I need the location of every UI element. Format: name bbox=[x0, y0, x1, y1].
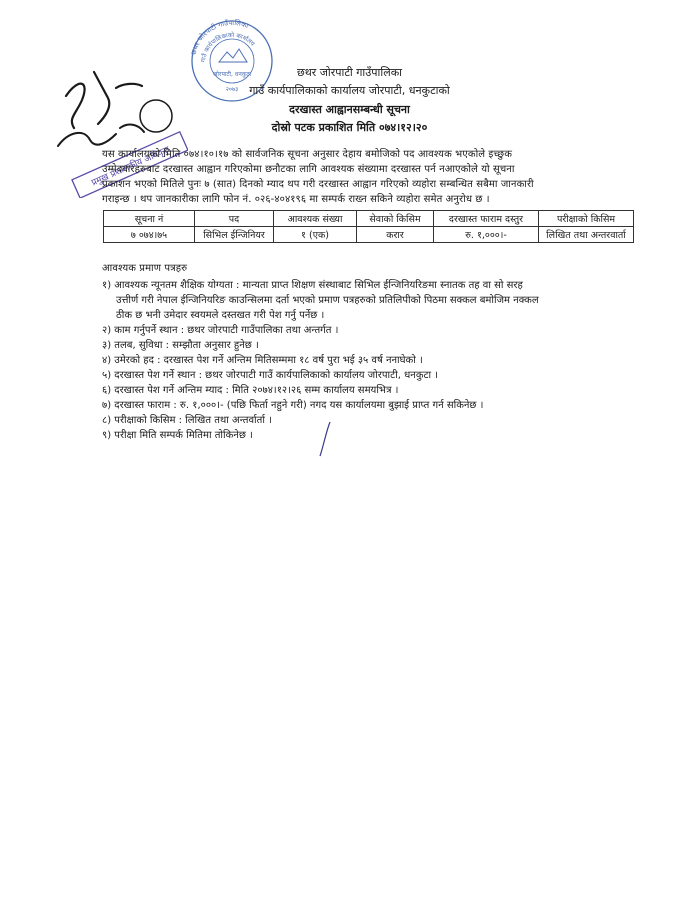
seal-ring-inner: गाउँ कार्यपालिकाको कार्यालय bbox=[199, 31, 256, 63]
cell-post: सिभिल ईन्जिनियर bbox=[195, 227, 274, 243]
list-item: १) आवश्यक न्यूनतम शैक्षिक योग्यता : मान्यता प्राप्त शिक्षण संस्थाबाट सिभिल ईन्जिनियरिङमा स्नातक तह वा सो सरह bbox=[102, 280, 523, 291]
table-header-row bbox=[104, 211, 634, 227]
list-item: ९) परीक्षा मिति सम्पर्क मितिमा तोकिनेछ । bbox=[102, 430, 253, 441]
intro-line: उम्मेदवारहरुबाट दरखास्त आह्वान गरिएकोमा छनौटका लागि आवश्यक संख्यामा दरखास्त पर्न नआएकोले यो सूचना bbox=[102, 164, 515, 175]
list-item: ४) उमेरको हद : दरखास्त पेश गर्ने अन्तिम मितिसम्ममा १८ वर्ष पुरा भई ३५ वर्ष ननाघेको । bbox=[102, 355, 423, 366]
requirements-list bbox=[102, 278, 539, 443]
list-item: ५) दरखास्त पेश गर्ने स्थान : छथर जोरपाटी गाउँ कार्यपालिकाको कार्यालय जोरपाटी, धनकुटा । bbox=[102, 370, 439, 381]
seal-ring-top: छथर जोरपाटी गाउँपालिका bbox=[189, 18, 250, 56]
list-item: ७) दरखास्त फाराम : रु. १,०००।- (पछि फिर्ता नहुने गरी) नगद यस कार्यालयमा बुझाई प्राप्त गर्न सकिनेछ । bbox=[102, 400, 484, 411]
cell-form-fee: रु. १,०००।- bbox=[434, 227, 539, 243]
intro-line: यस कार्यालयको मिति ०७४।१०।१७ को सार्वजनिक सूचना अनुसार देहाय बमोजिको पद आवश्यक भएकोले इच्छुक bbox=[102, 149, 512, 160]
notice-title: दरखास्त आह्वानसम्बन्धी सूचना bbox=[289, 103, 410, 116]
list-item-continuation: ठीक छ भनी उमेदार स्वयमले दस्तखत गरी पेश गर्नु पर्नेछ । bbox=[116, 310, 325, 321]
cell-notice-no: ७ ०७४।७५ bbox=[104, 227, 195, 243]
header-municipality: छथर जोरपाटी गाउँपालिका bbox=[296, 66, 402, 79]
list-item: ८) परीक्षाको किसिम : लिखित तथा अन्तर्वार्ता । bbox=[102, 415, 272, 426]
table-row bbox=[104, 227, 634, 243]
intro-line: प्रकाशन भएको मितिले पुनः ७ (सात) दिनको म्याद थप गरी दरखास्त आह्वान गरिएको व्यहोरा सम्बन्धित सबैमा जानकारी bbox=[102, 179, 534, 190]
col-post: पद bbox=[195, 211, 274, 227]
seal-place: जोरपाटी, धनकुटा bbox=[212, 71, 252, 78]
header-office: गाउँ कार्यपालिकाको कार्यालय जोरपाटी, धनकुटाको bbox=[249, 84, 450, 97]
col-exam-type: परीक्षाको किसिम bbox=[539, 211, 634, 227]
list-item-continuation: उत्तीर्ण गरी नेपाल ईन्जिनियरिङ काउन्सिलमा दर्ता भएको प्रमाण पत्रहरुको प्रतिलिपीको पिठमा सक्कल बमोजिम नक्कल bbox=[116, 295, 539, 306]
col-required-number: आवश्यक संख्या bbox=[274, 211, 357, 227]
ink-mark bbox=[316, 420, 336, 460]
cell-required-number: १ (एक) bbox=[274, 227, 357, 243]
documents-heading: आवश्यक प्रमाण पत्रहरु bbox=[102, 263, 188, 274]
cell-exam-type: लिखित तथा अन्तरवार्ता bbox=[539, 227, 634, 243]
intro-line: गराइन्छ । थप जानकारीका लागि फोन नं. ०२६-४०४१९६ मा सम्पर्क राख्न सकिने व्यहोरा समेत अनुरोध छ । bbox=[102, 194, 490, 205]
list-item: २) काम गर्नुपर्ने स्थान : छथर जोरपाटी गाउँपालिका तथा अन्तर्गत । bbox=[102, 325, 339, 336]
col-notice-no: सूचना नं bbox=[104, 211, 195, 227]
col-form-fee: दरखास्त फाराम दस्तुर bbox=[434, 211, 539, 227]
seal-year: २०७३ bbox=[225, 86, 239, 93]
notice-publish-date: दोस्रो पटक प्रकाशित मिति ०७४।१२।२० bbox=[271, 121, 428, 134]
stamp-label: प्रमुख प्रशासकीय अधिकृत bbox=[90, 145, 172, 189]
list-item: ६) दरखास्त पेश गर्ने अन्तिम म्याद : मिति २०७४।१२।२६ सम्म कार्यालय समयभित्र । bbox=[102, 385, 399, 396]
col-service-type: सेवाको किसिम bbox=[357, 211, 434, 227]
list-item: ३) तलब, सुविधा : सम्झौता अनुसार हुनेछ । bbox=[102, 340, 259, 351]
vacancy-table bbox=[103, 210, 634, 243]
cell-service-type: करार bbox=[357, 227, 434, 243]
